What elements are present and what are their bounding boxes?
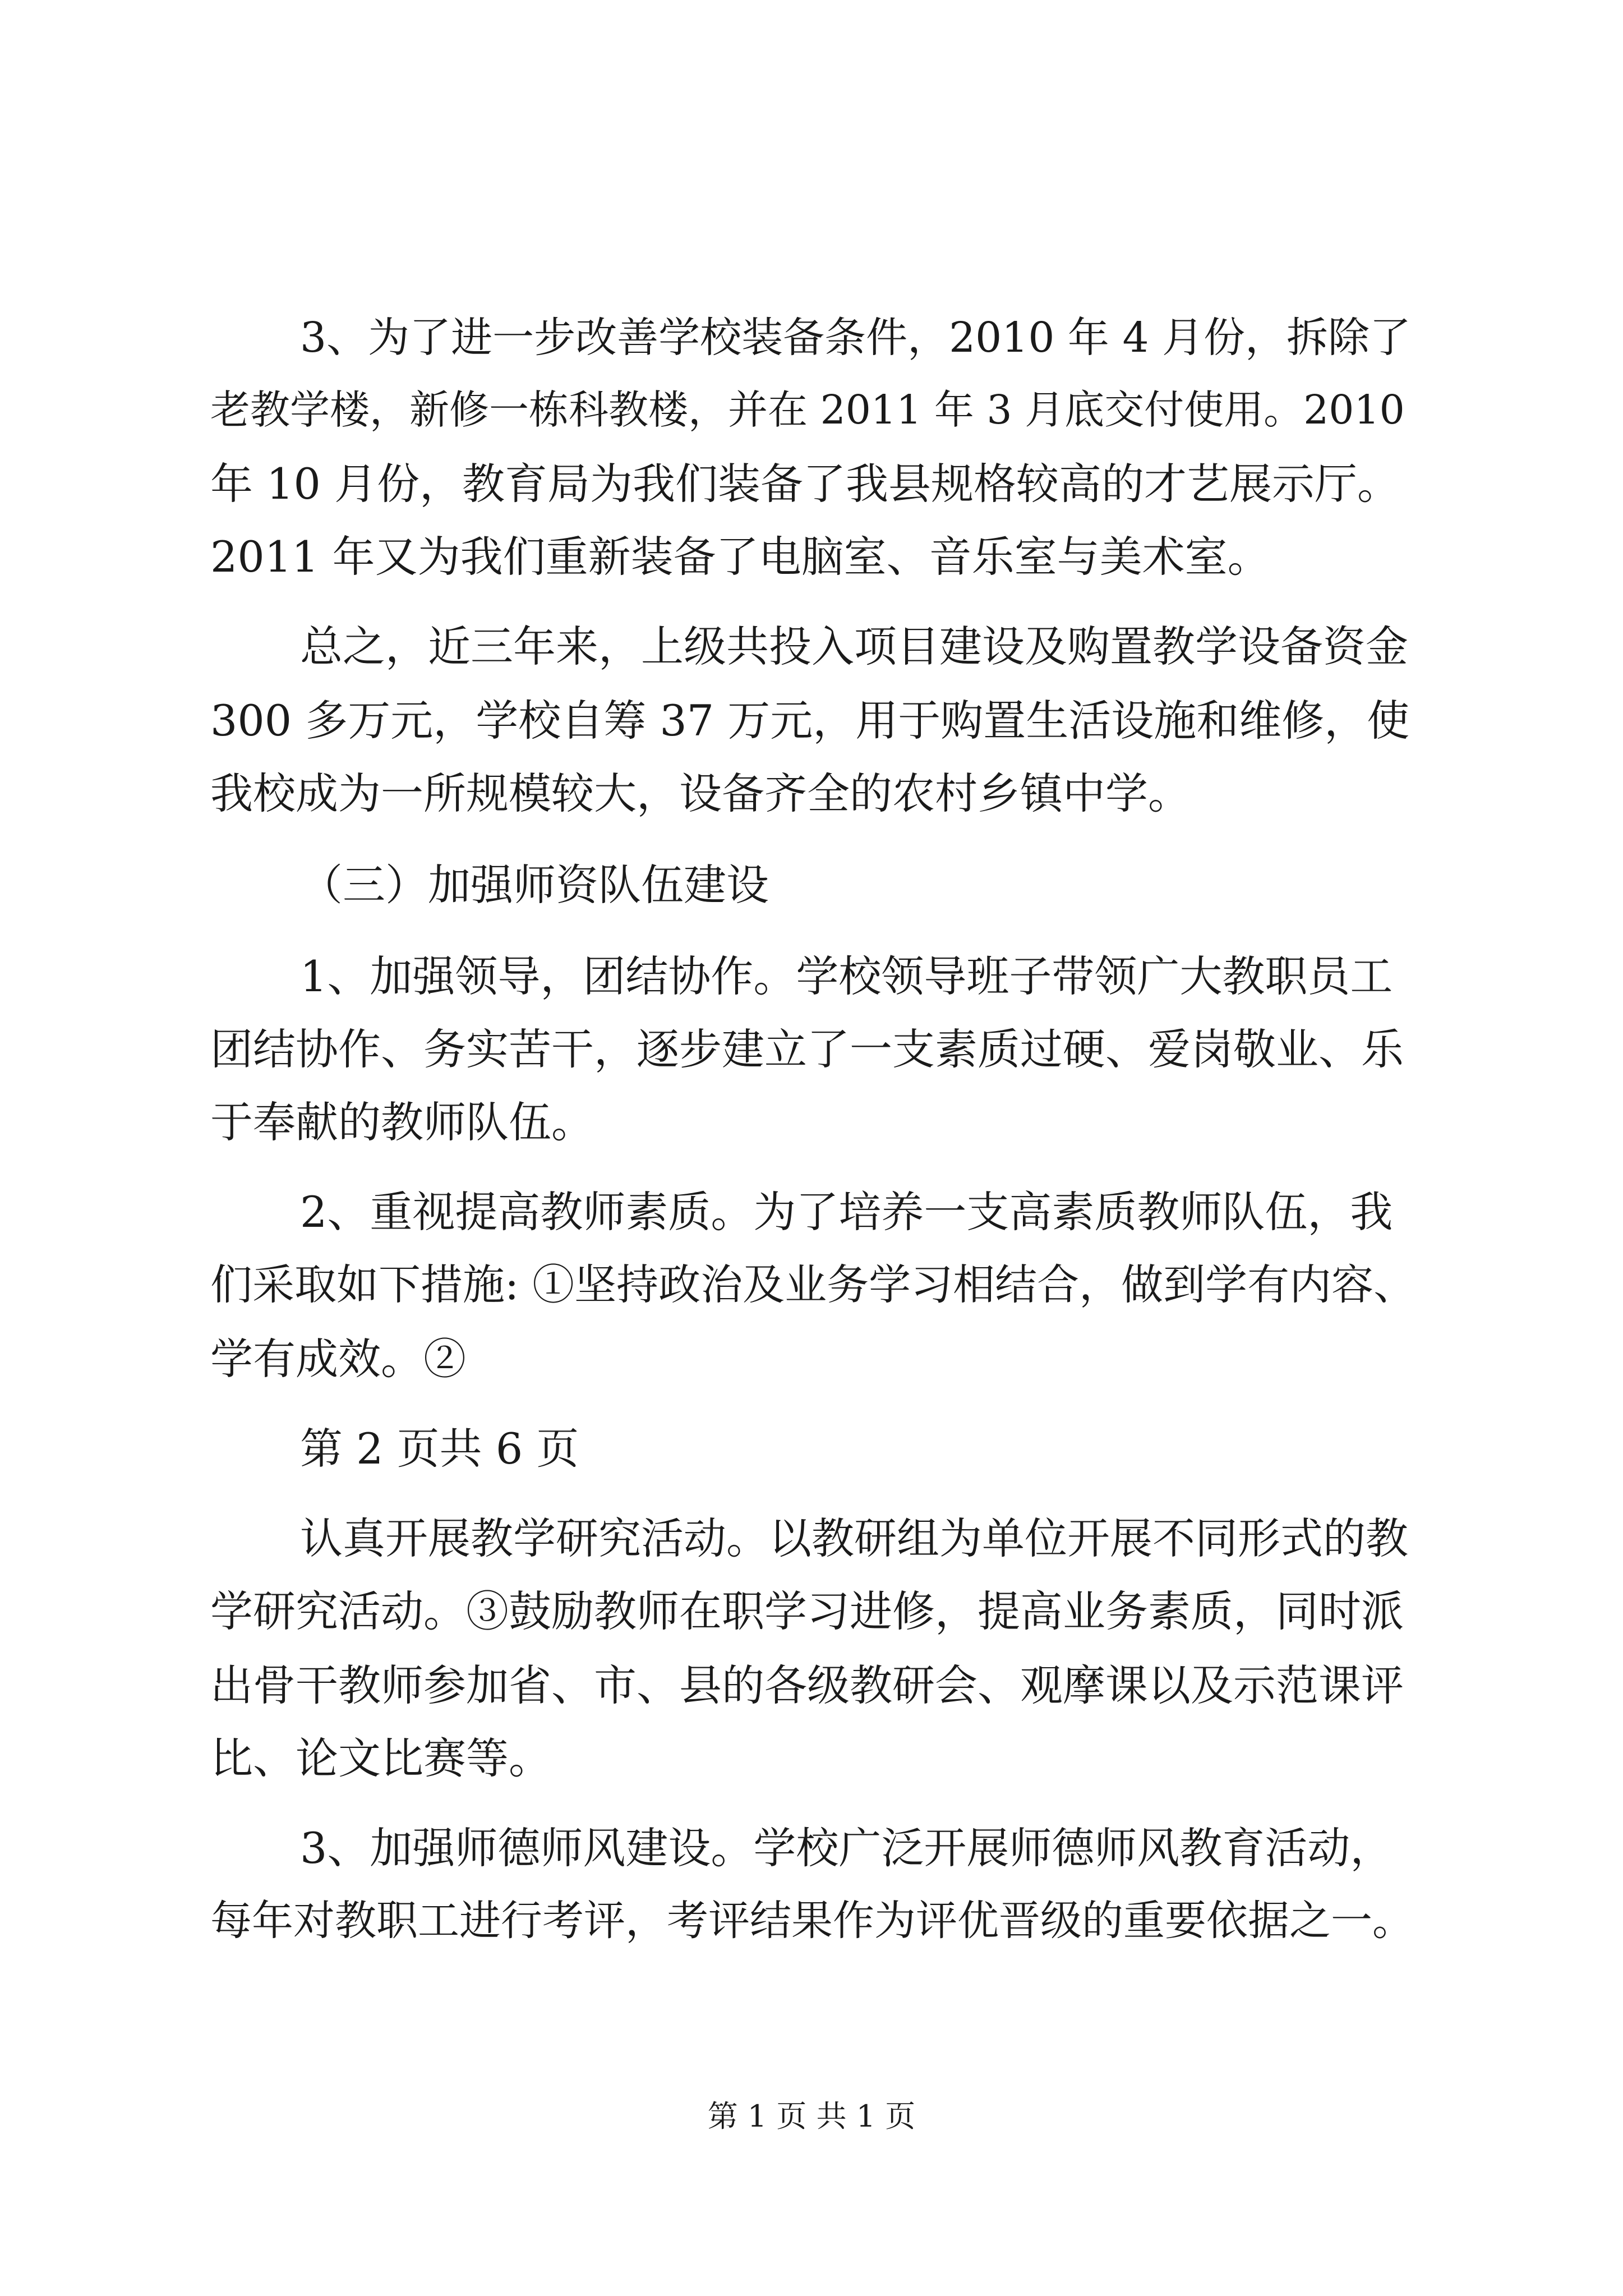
inline-page-marker: 第 2 页共 6 页 xyxy=(300,1424,579,1474)
text-line: 2011 年又为我们重新装备了电脑室、音乐室与美术室。 xyxy=(210,532,1270,582)
page-footer: 第 1 页 共 1 页 xyxy=(707,2099,916,2134)
text-line: 比、论文比赛等。 xyxy=(210,1733,551,1783)
text-line: 2、重视提高教师素质。为了培养一支高素质教师队伍，我 xyxy=(300,1187,1393,1237)
text-line: 总之，近三年来，上级共投入项目建设及购置教学设备资金 xyxy=(300,622,1408,671)
text-line: 3、为了进一步改善学校装备条件，2010 年 4 月份，拆除了 xyxy=(300,314,1412,362)
text-line: 3、加强师德师风建设。学校广泛开展师德师风教育活动， xyxy=(300,1823,1393,1873)
text-line: 团结协作、务实苦干，逐步建立了一支素质过硬、爱岗敬业、乐 xyxy=(210,1024,1404,1074)
section-heading: （三）加强师资队伍建设 xyxy=(300,860,769,910)
text-line: 老教学楼，新修一栋科教楼，并在 2011 年 3 月底交付使用。2010 xyxy=(210,386,1405,433)
text-line: 出骨干教师参加省、市、县的各级教研会、观摩课以及示范课评 xyxy=(210,1660,1404,1710)
text-line: 学有成效。② xyxy=(210,1334,466,1384)
text-line: 于奉献的教师队伍。 xyxy=(210,1097,594,1147)
text-line: 学研究活动。③鼓励教师在职学习进修，提高业务素质，同时派 xyxy=(210,1586,1404,1636)
text-line: 每年对教职工进行考评，考评结果作为评优晋级的重要依据之一。 xyxy=(210,1897,1414,1945)
text-line: 认真开展教学研究活动。以教研组为单位开展不同形式的教 xyxy=(300,1513,1408,1563)
text-line: 们采取如下措施: ①坚持政治及业务学习相结合，做到学有内容、 xyxy=(210,1260,1416,1309)
text-line: 我校成为一所规模较大，设备齐全的农村乡镇中学。 xyxy=(210,769,1191,818)
text-line: 300 多万元，学校自筹 37 万元，用于购置生活设施和维修，使 xyxy=(210,696,1410,746)
text-line: 年 10 月份，教育局为我们装备了我县规格较高的才艺展示厅。 xyxy=(210,459,1400,509)
text-line: 1、加强领导，团结协作。学校领导班子带领广大教职员工 xyxy=(300,951,1393,1001)
